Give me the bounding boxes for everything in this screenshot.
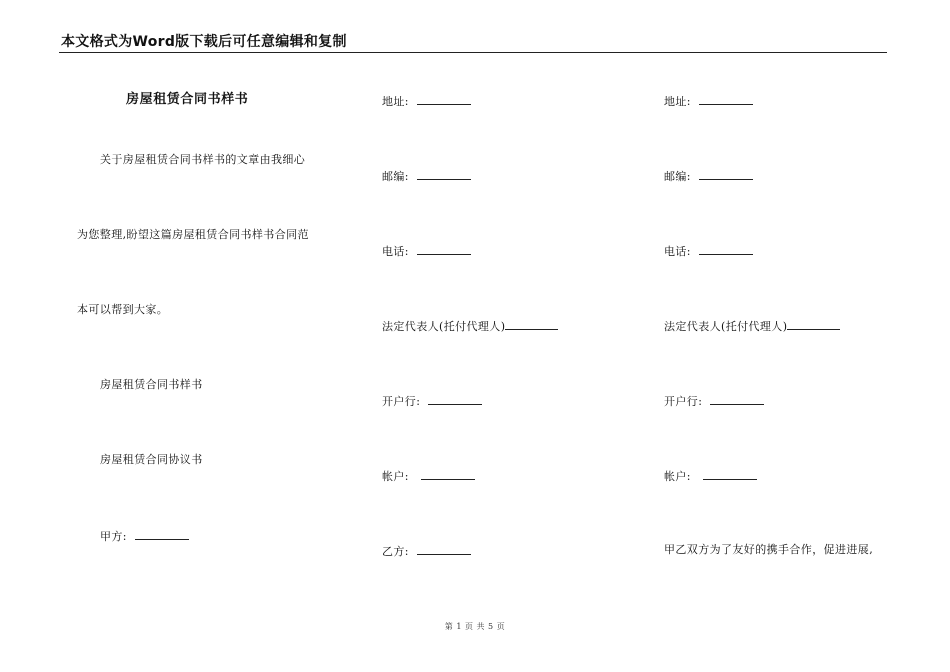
col2-rep-label: 法定代表人(托付代理人) — [382, 320, 506, 333]
col2-phone-label: 电话: — [382, 245, 409, 258]
col2-postcode-field — [382, 168, 471, 184]
col3-phone-field — [664, 243, 753, 259]
intro-line-2: 为您整理,盼望这篇房屋租赁合同书样书合同范 — [77, 228, 309, 241]
col3-phone-label: 电话: — [664, 245, 691, 258]
page-footer: 第 1 页 共 5 页 — [444, 622, 506, 631]
intro-line-3: 本可以帮到大家。 — [77, 303, 169, 316]
col3-postcode-field — [664, 168, 753, 184]
party-a-blank — [135, 528, 189, 540]
col2-postcode-label: 邮编: — [382, 170, 409, 183]
col2-rep-blank — [505, 318, 558, 330]
col2-account-blank — [421, 468, 475, 480]
col3-address-field — [664, 93, 753, 109]
col3-address-blank — [699, 93, 753, 105]
col3-phone-blank — [699, 243, 753, 255]
col2-account-label: 帐户: — [382, 470, 409, 483]
col2-phone-field — [382, 243, 471, 259]
party-b-blank — [417, 543, 471, 555]
col3-bank-field — [664, 393, 764, 409]
col3-postcode-blank — [699, 168, 753, 180]
col3-account-field — [664, 468, 757, 484]
col3-postcode-label: 邮编: — [664, 170, 691, 183]
col2-postcode-blank — [417, 168, 471, 180]
col3-account-blank — [703, 468, 757, 480]
party-a-field — [100, 528, 189, 544]
party-b-label: 乙方: — [382, 545, 409, 558]
col2-rep-field — [382, 318, 558, 334]
col2-phone-blank — [417, 243, 471, 255]
col3-bank-label: 开户行: — [664, 395, 703, 408]
party-b-field — [382, 543, 471, 559]
subtitle-1: 房屋租赁合同书样书 — [100, 378, 203, 391]
col3-rep-field — [664, 318, 840, 334]
col2-account-field — [382, 468, 475, 484]
subtitle-2: 房屋租赁合同协议书 — [100, 453, 203, 466]
col2-address-blank — [417, 93, 471, 105]
document-title: 房屋租赁合同书样书 — [126, 92, 249, 107]
closing-text: 甲乙双方为了友好的携手合作，促进进展, — [664, 543, 874, 556]
col3-rep-label: 法定代表人(托付代理人) — [664, 320, 788, 333]
col3-bank-blank — [710, 393, 764, 405]
col2-address-field — [382, 93, 471, 109]
col3-rep-blank — [787, 318, 840, 330]
col2-bank-field — [382, 393, 482, 409]
party-a-label: 甲方: — [100, 530, 127, 543]
header-text: 本文格式为Word版下载后可任意编辑和复制 — [61, 34, 347, 50]
col3-account-label: 帐户: — [664, 470, 691, 483]
col2-address-label: 地址: — [382, 95, 409, 108]
col2-bank-blank — [428, 393, 482, 405]
col2-bank-label: 开户行: — [382, 395, 421, 408]
intro-line-1: 关于房屋租赁合同书样书的文章由我细心 — [100, 153, 306, 166]
col3-address-label: 地址: — [664, 95, 691, 108]
